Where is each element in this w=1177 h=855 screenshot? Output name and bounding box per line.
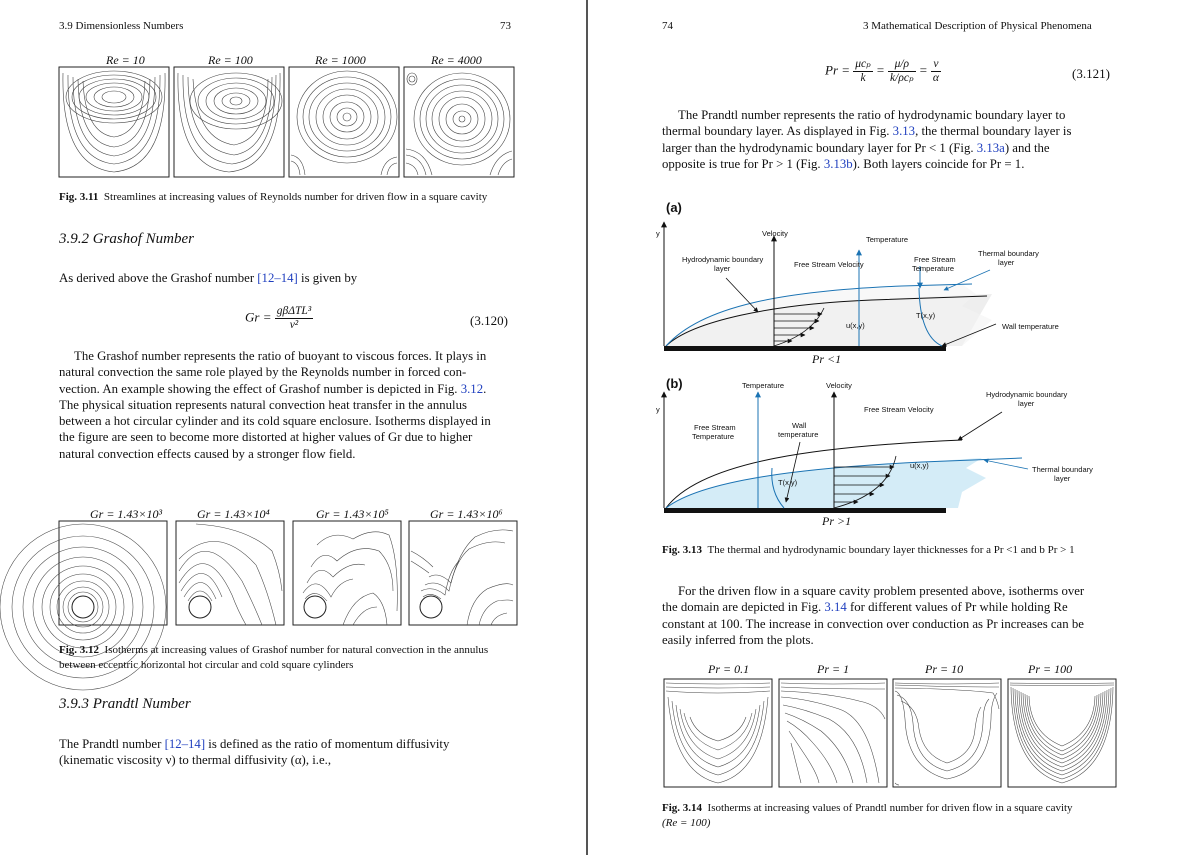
panel-b-txy-label: T(x,y) [778,478,798,487]
page-number-73: 73 [500,20,511,32]
fig314-label-pr100: Pr = 100 [1028,662,1073,676]
panel-b-label: (b) [666,376,683,391]
equation-number-3-120: (3.120) [470,313,508,328]
panel-b-wall-temp-label-2: temperature [778,430,819,439]
isotherm-plot-gr4 [409,521,517,625]
panel-a-wall [664,346,946,351]
equation-3-121: Pr = $\frac{\text{μcₚ}}{k}$ = $\frac{\mu/\rho}{\text{k/ρcₚ}}$ = $\frac{\nu}{\alpha}$ [825,58,939,84]
paragraph-prandtl-intro: The Prandtl number [12–14] is defined as the ratio of momentum diffusivity (kinematic viscosity ν) to thermal diffusivity (α), i.e., [59,737,450,768]
fig311-streamline-plots [59,67,515,179]
panel-a-free-stream-temp-label-2: Temperature [912,264,955,273]
panel-a-uxy-label: u(x,y) [846,321,865,330]
panel-a-pr-less-1 [656,200,1059,366]
running-header-chapter: 3 Mathematical Description of Physical Phenomena [863,20,1092,32]
panel-b-temperature-label: Temperature [742,381,785,390]
panel-b-free-stream-temp-label-1: Free Stream [694,423,736,432]
panel-b-wall-temp-label-1: Wall [792,421,807,430]
streamline-plot-re100 [174,67,284,177]
paragraph-grashof-intro: As derived above the Grashof number [12–14] is given by [59,271,358,285]
fig311-label-re1000: Re = 1000 [315,53,366,67]
isotherm-plot-pr01 [664,679,772,787]
fig311-caption-label: Fig. 3.11 [59,191,99,203]
panel-a-velocity-label: Velocity [762,229,788,238]
ref-12-14-link[interactable]: [12–14] [257,271,298,285]
ref-12-14-link-2[interactable]: [12–14] [164,737,206,751]
streamline-plot-re4000 [404,67,514,177]
section-393-title: 3.9.3 Prandtl Number [59,696,191,712]
fig-3-14-link[interactable]: 3.14 [824,600,847,615]
fig314-label-pr10: Pr = 10 [925,662,964,676]
isotherm-plot-pr10 [893,679,1001,787]
streamline-plot-re10 [59,67,169,177]
paragraph-prandtl-cavity: For the driven flow in a square cavity problem presented above, isotherms over the domain are depicted in Fig. 3.14 for different values of Pr while holding Re constant at 100. The increase in convection over conduction as Pr increases can be easily inferred from the plots. [662,584,1085,647]
panel-b-pr-label: Pr >1 [822,514,852,528]
panel-a-free-stream-velocity-label: Free Stream Velocity [794,260,864,269]
streamline-plot-re1000 [289,67,399,177]
panel-a-wall-temperature-label: Wall temperature [1002,322,1059,331]
paragraph-grashof-description: The Grashof number represents the ratio of buoyant to viscous forces. It plays in natural convection the same role played by the Reynolds number in forced con- vection. An example showing the effect of Grashof number is depicted in Fig. 3.12. The physical situation represents natural convection heat transfer in the annulus between a hot circular cylinder and its cold square enclosure. Isotherms displayed in the figure are seen to become more distorted at higher values of Gr due to higher natural convection effects caused by a stronger flow field. [59,349,491,461]
panel-a-label: (a) [666,200,682,215]
fig312-caption: Fig. 3.12 Isotherms at increasing values of Grashof number for natural convection in the annulus between eccentric horizontal hot circular and cold square cylinders [59,644,489,671]
panel-a-pr-label: Pr <1 [812,352,842,366]
fig314-label-pr1: Pr = 1 [817,662,850,676]
fig312-isotherm-plots [59,521,517,627]
fig314-caption: Fig. 3.14 Isotherms at increasing values of Prandtl number for driven flow in a square cavity (Re = 100) [662,802,1073,829]
fig314-caption-label: Fig. 3.14 [662,802,703,814]
panel-b-uxy-label: u(x,y) [910,461,929,470]
fig312-caption-label: Fig. 3.12 [59,644,100,656]
fig-3-13a-link[interactable]: 3.13a [976,140,1005,155]
fig312-label-gr4: Gr = 1.43×10⁶ [430,507,503,521]
panel-b-wall [664,508,946,513]
panel-a-thermal-bl-label-1: Thermal boundary [978,249,1039,258]
panel-b-thermal-bl-label-1: Thermal boundary [1032,465,1093,474]
fig314-label-pr01: Pr = 0.1 [708,662,750,676]
panel-a-txy-label: T(x,y) [916,311,936,320]
fig-3-13-link[interactable]: 3.13 [892,124,916,139]
fig311-label-re10: Re = 10 [106,53,145,67]
panel-b-velocity-label: Velocity [826,381,852,390]
panel-a-y-axis-label: y [656,229,660,238]
fig313-boundary-layer-diagram [656,196,1122,536]
panel-b-free-stream-temp-label-2: Temperature [692,432,735,441]
panel-b-hydro-bl-label-1: Hydrodynamic boundary [986,390,1068,399]
isotherm-plot-gr2 [176,521,284,625]
equation-number-3-121: (3.121) [1072,66,1110,81]
panel-b-thermal-bl-label-2: layer [1054,474,1071,483]
fig312-label-gr1: Gr = 1.43×10³ [90,507,163,521]
fig311-caption [59,190,515,205]
panel-b-pr-greater-1 [656,376,1093,528]
paragraph-prandtl-boundary-layers: The Prandtl number represents the ratio of hydrodynamic boundary layer to thermal boundary layer. As displayed in Fig. 3.13, the thermal boundary layer is larger than the hydrodynamic boundary layer for Pr < 1 (Fig. 3.13a) and the opposite is true for Pr > 1 (Fig. 3.13b). Both layers coincide for Pr = 1. [662,108,1072,171]
fig311-label-re4000: Re = 4000 [431,53,482,67]
isotherm-plot-pr100 [1008,679,1116,787]
panel-b-hydro-bl-label-2: layer [1018,399,1035,408]
panel-b-thermal-region [666,458,986,508]
page-number-74: 74 [662,20,673,32]
fig314-isotherm-plots [664,679,1116,791]
fig311-label-re100: Re = 100 [208,53,253,67]
isotherm-plot-pr1 [779,679,887,787]
left-page [0,0,587,855]
section-392-title: 3.9.2 Grashof Number [59,231,195,247]
panel-b-free-stream-velocity-label: Free Stream Velocity [864,405,934,414]
running-header-section: 3.9 Dimensionless Numbers [59,20,184,32]
fig313-caption: Fig. 3.13 The thermal and hydrodynamic boundary layer thicknesses for a Pr <1 and b Pr > 1 [662,544,1075,556]
panel-b-y-axis-label: y [656,405,660,414]
panel-a-hydro-bl-label-1: Hydrodynamic boundary [682,255,764,264]
panel-a-thermal-bl-label-2: layer [998,258,1015,267]
panel-a-free-stream-temp-label-1: Free Stream [914,255,956,264]
fig311-caption-text: Streamlines at increasing values of Reynolds number for driven flow in a square cavity [103,191,488,203]
fig-3-12-link[interactable]: 3.12 [460,381,484,396]
equation-3-120: Gr = $\frac{\text{gβΔTL³}}{\text{ν²}}$ [245,305,312,331]
fig312-label-gr2: Gr = 1.43×10⁴ [197,507,270,521]
panel-a-temperature-label: Temperature [866,235,909,244]
isotherm-plot-gr3 [293,521,401,625]
fig312-label-gr3: Gr = 1.43×10⁵ [316,507,389,521]
right-page [588,0,1177,855]
fig-3-13b-link[interactable]: 3.13b [823,156,853,171]
fig313-caption-label: Fig. 3.13 [662,544,703,556]
panel-a-hydro-bl-label-2: layer [714,264,731,273]
